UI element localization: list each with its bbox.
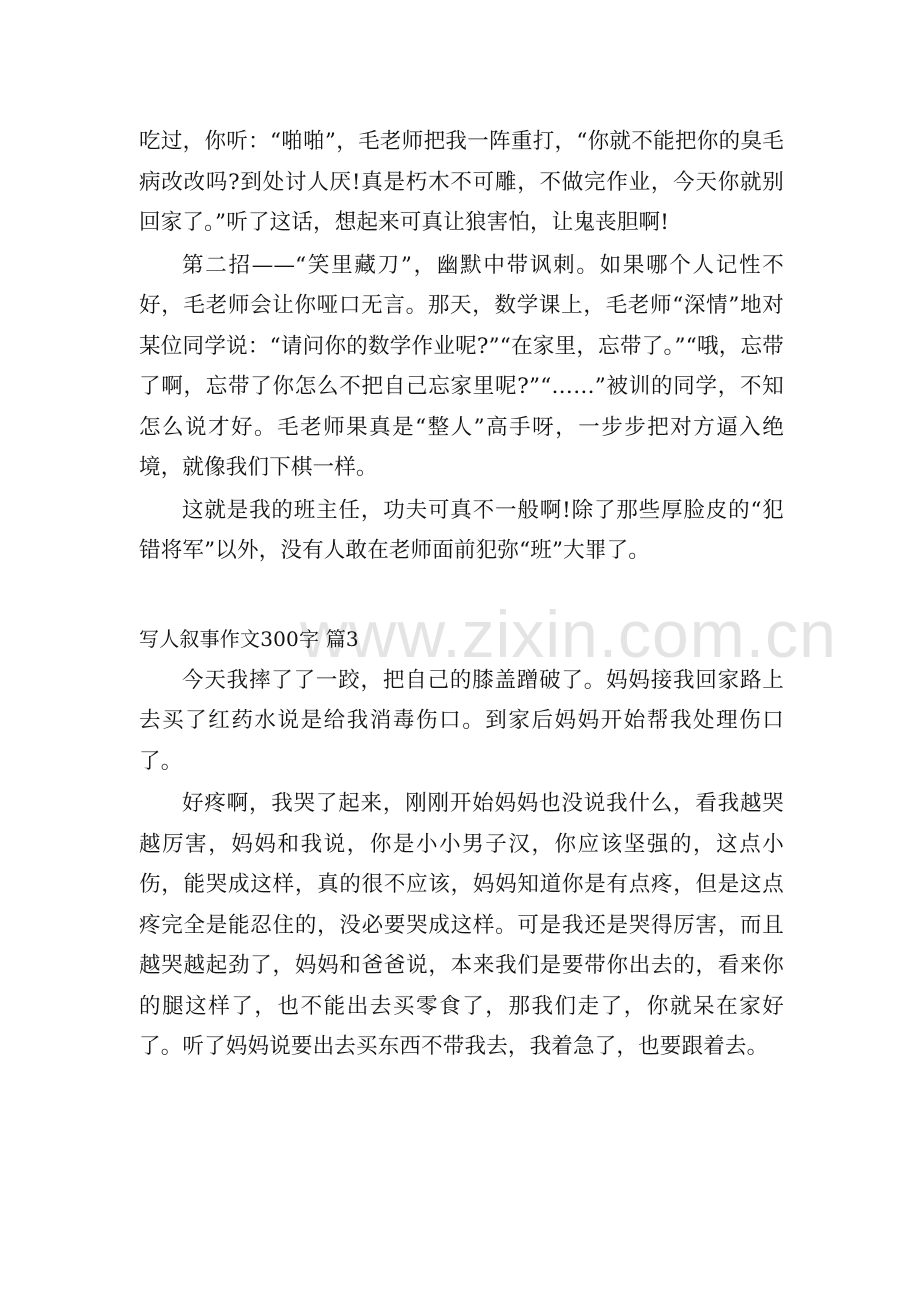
paragraph-conclusion: 这就是我的班主任，功夫可真不一般啊!除了那些厚脸皮的“犯错将军”以外，没有人敢在老师面前犯弥“班”大罪了。	[139, 497, 784, 563]
watermark-text: www.zixin.com.cn	[300, 597, 837, 671]
paragraph-knee-injury: 今天我摔了了一跤，把自己的膝盖蹭破了。妈妈接我回家路上去买了红药水说是给我消毒伤口。到家后妈妈开始帮我处理伤口了。	[139, 667, 784, 774]
section-heading: 写人叙事作文300字 篇3	[139, 626, 359, 651]
document-body	[139, 122, 784, 1068]
paragraph-crying: 好疼啊，我哭了起来，刚刚开始妈妈也没说我什么，看我越哭越厉害，妈妈和我说，你是小小男子汉，你应该坚强的，这点小伤，能哭成这样，真的很不应该，妈妈知道你是有点疼，但是这点疼完全是能忍住的，没必要哭成这样。可是我还是哭得厉害，而且越哭越起劲了，妈妈和爸爸说，本来我们是要带你出去的，看来你的腿这样了，也不能出去买零食了，那我们走了，你就呆在家好了。听了妈妈说要出去买东西不带我去，我着急了，也要跟着去。	[139, 791, 784, 1059]
paragraph-second-move: 第二招——“笑里藏刀”，幽默中带讽刺。如果哪个人记性不好，毛老师会让你哑口无言。那天，数学课上，毛老师“深情”地对某位同学说：“请问你的数学作业呢?”“在家里，忘带了。”“哦，忘带了啊，忘带了你怎么不把自己忘家里呢?”“……”被训的同学，不知怎么说才好。毛老师果真是“整人”高手呀，一步步把对方逼入绝境，就像我们下棋一样。	[139, 252, 784, 480]
paragraph-continued: 吃过，你听：“啪啪”，毛老师把我一阵重打，“你就不能把你的臭毛病改改吗?到处讨人厌!真是朽木不可雕，不做完作业，今天你就别回家了。”听了这话，想起来可真让狼害怕，让鬼丧胆啊!	[139, 129, 784, 235]
